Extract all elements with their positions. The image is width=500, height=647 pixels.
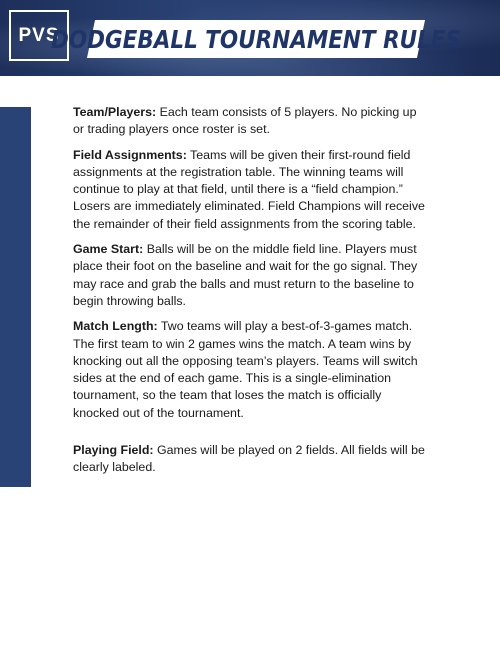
rule-playing-field <box>73 442 428 477</box>
rule-label: Team/Players: <box>73 105 157 119</box>
sidebar-accent-bar <box>0 107 31 487</box>
rule-label: Game Start: <box>73 242 144 257</box>
rule-text: Teams will be given their first-round field assignments at the registration table. The winning teams will continue to play at that field, until there is a “field champion.” Losers are immediately eliminated. Field Champions will receive the remainder of their field assignments from the scoring table. <box>73 147 425 231</box>
rule-text: Each team consists of 5 players. No picking up or trading players once roster is set. <box>73 105 417 137</box>
logo-text: PVS <box>18 24 60 46</box>
rule-text: Two teams will play a best-of-3-games match. The first team to win 2 games wins the match. A team wins by knocking out all the opposing team’s players. Teams will switch sides at the end of each game. This is a single-elimination tournament, so the team that loses the match is officially knocked out of the tournament. <box>73 319 418 420</box>
rule-match-length <box>73 318 428 422</box>
rule-text: Balls will be on the middle field line. Players must place their foot on the baseline and wait for the go signal. They may race and grab the balls and must return to the baseline to begin throwing balls. <box>73 242 418 308</box>
rules-list <box>73 104 428 485</box>
rule-team-players <box>73 104 428 139</box>
header-banner <box>0 0 500 76</box>
rule-label: Playing Field: <box>73 443 154 458</box>
rule-label: Match Length: <box>73 319 158 334</box>
rule-field-assignments <box>73 147 428 233</box>
rule-game-start <box>73 241 428 310</box>
rule-text: Games will be played on 2 fields. All fields will be clearly labeled. <box>73 443 425 475</box>
page-title: DODGEBALL TOURNAMENT RULES <box>51 24 461 54</box>
rule-label: Field Assignments: <box>73 147 187 162</box>
